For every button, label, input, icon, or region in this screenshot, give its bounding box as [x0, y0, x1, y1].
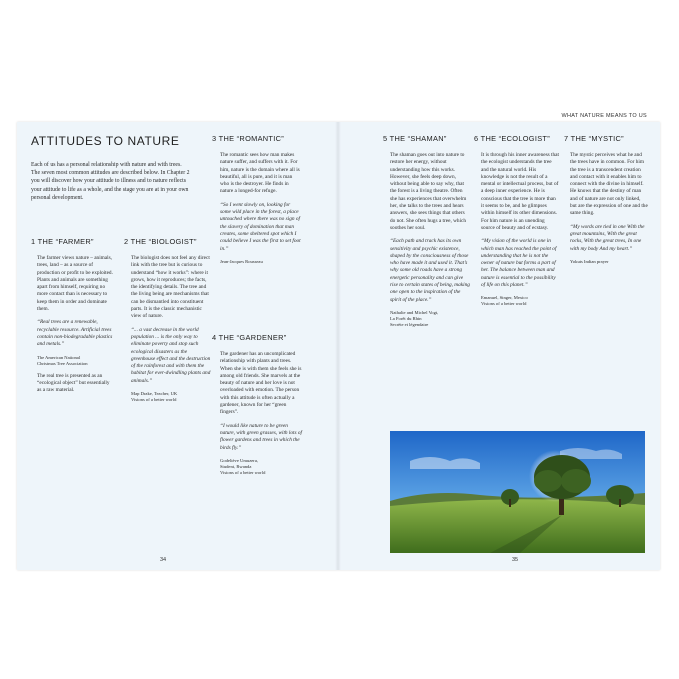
gardener-paragraph: The gardener has an uncomplicated relationship with plants and trees. When she is with them she feels she is among old friends. She marvels at the beauty of nature and her love is not overloaded with emotion. The person with this attitude is often actually a gardener, known for her “green fingers”. [220, 351, 302, 416]
gardener-section [220, 351, 302, 482]
farmer-section [37, 255, 115, 400]
romantic-attr-line-1: Jean-Jacques Rousseau [220, 258, 263, 264]
farmer-attribution [37, 355, 115, 367]
biologist-paragraph: The biologist does not feel any direct link with the tree but is curious to understand “how it works”: where it grows, how it reproduces; the facts, the identifying details. The tree and the living being are mechanisms that can be dismantled into constituent parts. It is the classic mechanistic view of nature. [131, 255, 210, 320]
biologist-attr-line-2: Visions of a better world [131, 397, 177, 403]
mystic-attr-line-1: Yokuts Indian prayer [570, 258, 609, 264]
romantic-section [220, 152, 302, 271]
page-number-right: 35 [512, 557, 519, 563]
romantic-paragraph: The romantic sees how man makes nature suffer, and suffers with it. For him, nature is the domain where all is beautiful, all is pure, and it is man who is the destroyer. He finds in nature a longed-for refuge. [220, 152, 300, 195]
ecologist-quote: “My vision of the world is one in which man has reached the point of understanding that he is not the owner of nature but forms a part of her. The balance between man and nature is essential to the possibility of life on this planet.” [481, 238, 557, 289]
gardener-attribution [220, 458, 302, 476]
farmer-paragraph: The farmer views nature – animals, trees, land – as a source of production or profit to be exploited. Plants and animals are something apart from himself, requiring no more contact than is necessary to keep them in order and dominate them. [37, 255, 113, 313]
ecologist-attr-line-2: Visions of a better world [481, 301, 527, 307]
running-head: WHAT NATURE MEANS TO US [561, 113, 647, 119]
shaman-attr-line-1: Nathalie and Michel Vogt, [390, 309, 439, 315]
heading-farmer: 1 THE “FARMER” [31, 237, 94, 246]
gardener-attr-line-1: Godeliève Umuzera, [220, 457, 259, 463]
tree-meadow-illustration [390, 431, 645, 553]
book-gutter [335, 122, 341, 570]
shaman-paragraph: The shaman goes out into nature to restore her energy, without understanding how this works. However, she feels deep down, without being able to say why, that the forest is a living theatre. Often she has experiences that overwhelm her, she talks to the trees and hears answers, she sees things that others do not. She often hugs a tree, which soothes her soul. [390, 152, 467, 231]
heading-mystic: 7 THE “MYSTIC” [564, 134, 624, 143]
ecologist-paragraph: It is through his inner awareness that the ecologist understands the tree and the natural world. His knowledge is not the result of a mental or intellectual process, but of a deep inner experience. He is conscious that the tree is more than it seems to be, and he glimpses within himself its other dimensions. For him nature is an unending source of beauty and of ecstasy. [481, 152, 559, 231]
farmer-quote: “Real trees are a renewable, recyclable resource. Artificial trees contain non-biodegradable plastics and metals.” [37, 319, 113, 348]
landscape-photo [390, 431, 645, 553]
shaman-attr-line-3: Secrète et légendaire [390, 321, 429, 327]
heading-ecologist: 6 THE “ECOLOGIST” [474, 134, 551, 143]
farmer-paragraph-2: The real tree is presented as an “ecological object” but essentially as a raw material. [37, 372, 110, 394]
mystic-quote: “My words are tied in one With the great mountains, With the great rocks, With the great trees, In one with my body And my heart.” [570, 223, 645, 252]
biologist-attr-line-1: Map Drake, Teacher, UK [131, 391, 178, 397]
biologist-attribution [131, 391, 211, 403]
ecologist-attribution [481, 295, 559, 307]
heading-shaman: 5 THE “SHAMAN” [383, 134, 447, 143]
biologist-section [131, 255, 211, 409]
mystic-section [570, 152, 648, 271]
shaman-section [390, 152, 470, 334]
heading-romantic: 3 THE “ROMANTIC” [212, 134, 285, 143]
page-title: ATTITUDES TO NATURE [31, 134, 180, 148]
gardener-quote: “I would like nature to be green nature, with green grasses, with lots of flower gardens and trees in which the birds fly.” [220, 422, 303, 451]
heading-biologist: 2 THE “BIOLOGIST” [124, 237, 197, 246]
mystic-paragraph: The mystic perceives what he and the trees have in common. For him the tree is a transcendent creation and contact with it enables him to connect with the divine in himself. He knows that the destiny of man and of nature are not only linked, but are the expression of one and the same thing. [570, 152, 648, 217]
gardener-attr-line-3: Visions of a better world [220, 469, 266, 475]
intro-paragraph [31, 161, 191, 202]
ecologist-attr-line-1: Emanuel, Singer, Mexico [481, 295, 528, 301]
shaman-attr-line-2: La Forêt du Rhin [390, 315, 422, 321]
ecologist-section [481, 152, 559, 313]
intro-text: Each of us has a personal relationship with nature and with trees. The seven most common attitudes are described below. In Chapter 2 you will discover how your attitude to illness and to nature reflects your attitude to life as a whole, and the stage you are at in your own personal development. [31, 162, 190, 201]
page-number-left: 34 [160, 557, 167, 563]
biologist-quote: “... a vast decrease in the world population ... is the only way to eliminate poverty and stop such ecological disasters as the greenhouse effect and the destruction of the rainforest and with them the habitat for ever-dwindling plants and animals.” [131, 326, 211, 384]
shaman-quote: “Each path and track has its own sensitivity and psychic existence, shaped by the consciousness of those who have made it and used it. That’s why some old roads have a strong energetic personality and can give rise to certain states of being, making one open to the inspiration of the spirit of the place.” [390, 238, 470, 303]
shaman-attribution [390, 310, 470, 328]
mystic-attribution [570, 259, 648, 265]
romantic-attribution [220, 259, 302, 265]
romantic-quote: “So I went slowly on, looking for some wild place in the forest, a place untouched where there was no sign of the slavery of domination that man creates, some sheltered spot which I could believe I was the first to set foot in.” [220, 201, 301, 252]
farmer-attr-line-1: The American National [37, 354, 81, 360]
farmer-attr-line-2: Christmas Tree Association [37, 360, 88, 366]
gardener-attr-line-2: Student, Rwanda [220, 463, 252, 469]
heading-gardener: 4 THE “GARDENER” [212, 333, 287, 342]
